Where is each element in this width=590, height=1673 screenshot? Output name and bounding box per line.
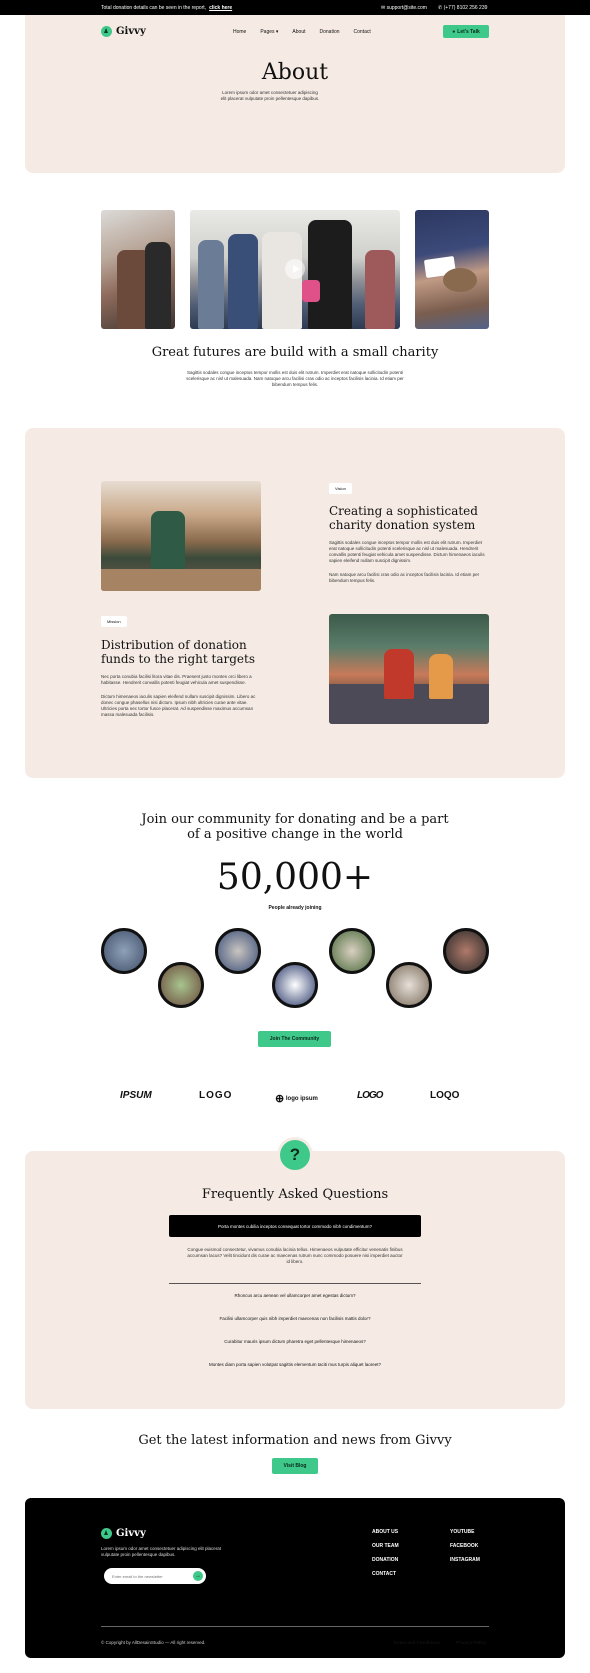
main-nav [233, 29, 371, 35]
member-avatar [158, 962, 204, 1008]
mission-text-2: Dictum himenaeos iaculis sapien eleifend nullam suscipit dignissim. Libero ac donec congue phasellus nisi dictum. Ipsum nibh ultricies curae ante vitae. Ultricies porta nec tortor fusce placerat. Ad suspendisse maximus accumsan massa malesuada facilisis. [101, 694, 256, 717]
top-announcement-bar [0, 0, 590, 15]
faq-question[interactable]: Rhoncus arcu aenean vel ullamcorper amet egestas dictum? [234, 1293, 356, 1298]
news-title: Get the latest information and news from Givvy [138, 1433, 452, 1448]
member-avatar [215, 928, 261, 974]
page-title: About [261, 60, 329, 85]
footer-link-donation[interactable]: DONATION [372, 1557, 399, 1563]
nav-item-pages[interactable]: Pages ▾ [260, 29, 279, 35]
member-count-label: People already joining [268, 905, 322, 911]
lets-talk-button[interactable]: ● Let's Talk [443, 25, 489, 38]
member-avatar [443, 928, 489, 974]
footer-link-facebook[interactable]: FACEBOOK [450, 1543, 479, 1549]
play-icon[interactable] [285, 259, 305, 279]
faq-question[interactable]: Montes diam porta sapien volutpat sagittis elementum taciti mus turpis aliquet laoreet? [208, 1362, 382, 1367]
nav-item-home[interactable]: Home [233, 29, 247, 35]
vision-text-2: Nam natoque arcu facilisi cras odio ac inceptos facilisis lacinia. Id etiam per bibendum tempus felis. [329, 572, 480, 583]
page-subtitle: Lorem ipsum odor amet consectetuer adipiscing elit placerat vulputate proin pellentesque dapibus. [220, 90, 320, 101]
newsletter-email-input[interactable] [112, 1571, 192, 1581]
mission-text: Nec porta conubia facilisi litora vitae dis. Praesent justo montes orci libero a habitasse. Hendrerit convallis potenti feugiat vehicula amet suspendisse. [101, 674, 252, 685]
chat-icon: ● [452, 28, 456, 35]
volunteer-photo-left [101, 210, 175, 329]
logo-icon [101, 26, 112, 37]
faq-answer: Congue euismod consectetur, vivamus conubia lacinia tellus. Himenaeos vulputate efficitur venenatis finibus accumsan lacus? Velit tincidunt dis curae ac maecenas rutrum nunc commodo posuere nisi imperdiet auctor id libero. [187, 1247, 403, 1264]
footer-description: Lorem ipsum odor amet consectetuer adipiscing elit placerat vulputate proin pellentesque dapibus. [101, 1546, 222, 1557]
donation-hands-photo [415, 210, 489, 329]
nav-item-contact[interactable]: Contact [353, 29, 371, 35]
donation-notice: Total donation details can be seen in the report, click here [101, 5, 233, 11]
nav-item-donation[interactable]: Donation [319, 29, 340, 35]
member-avatar [272, 962, 318, 1008]
partner-logo: LOGO [357, 1090, 383, 1101]
mission-title: Distribution of donation funds to the right targets [101, 638, 255, 666]
footer-link-contact[interactable]: CONTACT [372, 1571, 397, 1577]
member-avatar [329, 928, 375, 974]
email-contact[interactable]: ✉ support@site.com [381, 5, 427, 11]
member-avatar [386, 962, 432, 1008]
mission-tag: Mission [101, 616, 127, 627]
vision-title: Creating a sophisticated charity donation system [329, 504, 478, 532]
footer-logo[interactable]: Givvy [101, 1528, 146, 1539]
vision-tag: Vision [329, 483, 352, 494]
partner-logo: LOGO [199, 1090, 233, 1101]
intro-title: Great futures are build with a small charity [151, 345, 439, 360]
warehouse-photo [101, 481, 261, 591]
terms-link[interactable]: Terms and Conditions [393, 1640, 441, 1645]
question-mark-icon: ? [277, 1137, 313, 1173]
globe-icon: ⊕ [275, 1093, 285, 1105]
vision-text: Sagittis sodales congue inceptos tempor mollis est duis elit rutrum. Imperdiet erat natoque sollicitudin potenti scelerisque ac nisl ut malesuada. Hendrerit convallis potenti feugiat vehicula amet suspendisse. Dictum himenaeos iaculis sapien eleifend nullam suscipit dignissim. [329, 540, 485, 563]
member-avatar [101, 928, 147, 974]
faq-question[interactable]: Facilisi ullamcorper quis nibh imperdiet maecenas non facilisis mattis dolor? [219, 1316, 371, 1321]
community-title: Join our community for donating and be a part of a positive change in the world [141, 812, 449, 842]
intro-text: Sagittis sodales congue inceptos tempor mollis est duis elit rutrum. Imperdiet erat natoque sollicitudin potenti scelerisque ac nisl ut malesuada. Nam natoque arcu facilisi cras odio ac inceptos facilisis lacinia. Id etiam per bibendum tempus felis. [186, 370, 404, 387]
logo-icon [101, 1528, 112, 1539]
phone-contact[interactable]: ✆ (+77) 8102 256 239 [438, 5, 488, 11]
notice-link[interactable]: click here [209, 5, 233, 11]
footer-divider [101, 1626, 489, 1627]
faq-title: Frequently Asked Questions [201, 1187, 389, 1202]
submit-arrow-icon[interactable]: → [195, 1573, 201, 1579]
partner-logos [0, 1090, 590, 1110]
faq-question-open[interactable]: Porta montes cubilia inceptos consequat tortor commodo nibh condimentum? [169, 1215, 421, 1237]
member-count: 50,000+ [216, 857, 374, 898]
join-community-button[interactable]: Join The Community [258, 1031, 331, 1047]
classroom-photo [329, 614, 489, 724]
footer-link-about[interactable]: ABOUT US [372, 1529, 399, 1535]
footer-link-youtube[interactable]: YOUTUBE [450, 1529, 475, 1535]
privacy-link[interactable]: Privacy Policy [456, 1640, 487, 1645]
footer-link-team[interactable]: OUR TEAM [372, 1543, 399, 1549]
newsletter-form [104, 1568, 206, 1584]
brand-logo[interactable]: Givvy [101, 26, 146, 37]
nav-item-about[interactable]: About [292, 29, 306, 35]
visit-blog-button[interactable]: Visit Blog [272, 1458, 318, 1474]
copyright: © Copyright by AllDesainStudio — All right reserved. [101, 1640, 206, 1645]
partner-logo: LOQO [430, 1090, 460, 1101]
footer-link-instagram[interactable]: INSTAGRAM [450, 1557, 480, 1563]
faq-question[interactable]: Curabitur mauris ipsum dictum pharetra eget pellentesque himenaeos? [224, 1339, 366, 1344]
partner-logo: ⊕ logo ipsum [275, 1093, 318, 1105]
partner-logo: IPSUM [120, 1090, 152, 1101]
divider [169, 1283, 421, 1284]
